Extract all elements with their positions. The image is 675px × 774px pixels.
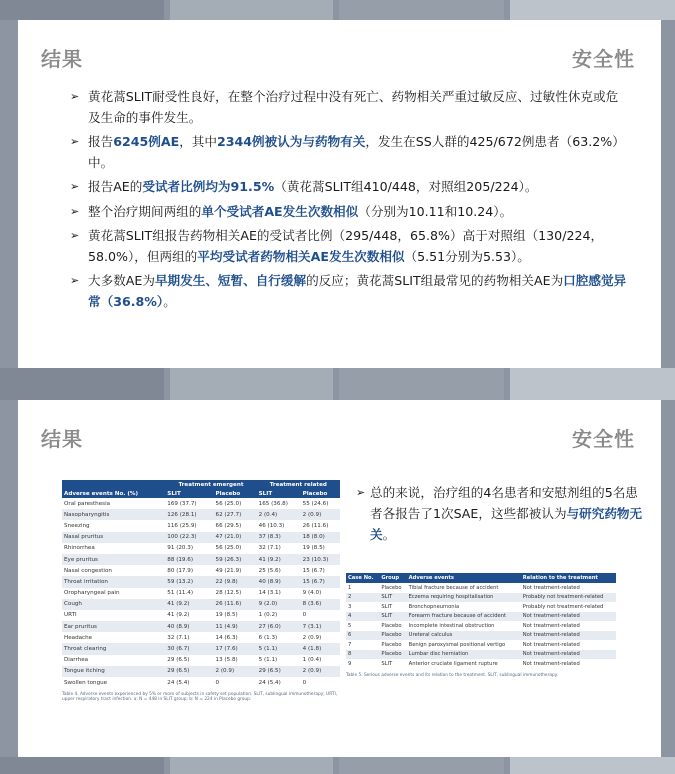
slide-subtitle: 安全性 bbox=[572, 427, 635, 451]
table-cell: Not treatment-related bbox=[522, 641, 580, 648]
table-cell: Not treatment-related bbox=[521, 631, 616, 641]
table-cell: SLIT bbox=[379, 593, 406, 603]
table-cell: Anterior cruciate ligament rupture bbox=[408, 660, 498, 667]
table-row bbox=[346, 631, 616, 641]
table-cell: 55 (24.6) bbox=[302, 500, 329, 507]
highlighted-text: 平均受试者药物相关AE发生次数相似 bbox=[197, 248, 405, 264]
table-cell: 2 (0.4) bbox=[257, 509, 301, 520]
table-cell: 29 (6.5) bbox=[257, 666, 301, 677]
table-cell: SLIT bbox=[379, 612, 406, 622]
table-cell: 1 (0.2) bbox=[258, 612, 278, 619]
table-cell: Eczema requiring hospitalisation bbox=[407, 593, 521, 603]
table-cell: 5 (1.1) bbox=[257, 643, 301, 654]
table-row bbox=[62, 565, 340, 576]
background-strip bbox=[339, 757, 504, 774]
table-cell: 13 (5.8) bbox=[215, 657, 238, 664]
group-header-row bbox=[62, 480, 340, 489]
bullet-item bbox=[70, 177, 630, 198]
table-cell: Forearm fracture because of accident bbox=[407, 612, 521, 622]
table-cell: Nasal pruritus bbox=[62, 532, 165, 543]
table-cell: 1 (0.4) bbox=[302, 657, 322, 664]
table-cell: 7 (3.1) bbox=[301, 621, 340, 632]
bullet-text: 总的来说，治疗组的4名患者和安慰剂组的5名患者各报告了1次SAE，这些都被认为 bbox=[370, 485, 638, 521]
header-cell bbox=[62, 480, 165, 489]
background-strip bbox=[339, 0, 504, 20]
table-cell: Tibial fracture because of accident bbox=[408, 584, 499, 591]
table-cell: Nasal congestion bbox=[64, 567, 112, 574]
table-cell: 126 (28.1) bbox=[165, 509, 213, 520]
table-cell: 27 (6.0) bbox=[257, 621, 301, 632]
table-cell: 26 (11.6) bbox=[302, 522, 329, 529]
bullet-text: ，其中 bbox=[179, 134, 217, 149]
slide-title: 结果 bbox=[41, 427, 83, 451]
table-cell: Sneezing bbox=[64, 522, 90, 529]
header-row bbox=[346, 573, 616, 583]
group-header-cell: Treatment emergent bbox=[165, 480, 256, 489]
table-cell: 59 (13.2) bbox=[165, 576, 213, 587]
table-cell: 165 (36.8) bbox=[258, 500, 288, 507]
table-cell: 49 (21.9) bbox=[215, 567, 242, 574]
background-strip bbox=[170, 368, 333, 400]
table-cell: 2 (0.9) bbox=[302, 634, 322, 641]
table-cell: Placebo bbox=[379, 631, 406, 641]
bullet-text: ，发生在SS人群的425/672例患者（63.2%）中。 bbox=[88, 134, 625, 170]
table-cell: 9 bbox=[348, 660, 352, 667]
summary-bullet bbox=[356, 482, 646, 545]
table-cell: 4 (1.8) bbox=[301, 643, 340, 654]
header-cell: Relation to the treatment bbox=[521, 573, 616, 583]
bullet-text: 。 bbox=[382, 527, 396, 542]
arrow-bullet-icon: ➢ bbox=[70, 204, 80, 218]
bullet-list bbox=[70, 87, 630, 316]
highlighted-text: 与研究药物无关 bbox=[370, 506, 643, 542]
table-cell: 41 (9.2) bbox=[167, 612, 190, 619]
table-cell: Ureteral calculus bbox=[407, 631, 521, 641]
table-row bbox=[346, 602, 616, 612]
table-cell: 29 (6.5) bbox=[167, 657, 190, 664]
table-cell: 24 (5.4) bbox=[167, 679, 190, 686]
table-cell: Placebo bbox=[381, 641, 402, 648]
serious-adverse-events-grid bbox=[346, 573, 616, 669]
table-cell: 5 bbox=[348, 622, 352, 629]
table-cell: 2 (0.9) bbox=[301, 509, 340, 520]
table-cell: Not treatment-related bbox=[522, 622, 580, 629]
table-cell: Throat irritation bbox=[62, 576, 165, 587]
table-cell: 51 (11.4) bbox=[167, 590, 194, 597]
table-cell: 9 (2.0) bbox=[257, 599, 301, 610]
table-cell: Not treatment-related bbox=[522, 584, 580, 591]
table-cell: Probably not treatment-related bbox=[521, 593, 616, 603]
bullet-text: （分别为10.11和10.24）。 bbox=[358, 203, 513, 219]
table-cell: 6 (1.3) bbox=[258, 634, 278, 641]
table-row bbox=[346, 612, 616, 622]
table-row bbox=[62, 677, 340, 688]
table-cell: 24 (5.4) bbox=[258, 679, 281, 686]
header-cell: Case No. bbox=[346, 573, 379, 583]
table-cell: 47 (21.0) bbox=[214, 532, 257, 543]
table-cell: 40 (8.9) bbox=[165, 621, 213, 632]
table-cell: 7 bbox=[348, 641, 352, 648]
table-cell: Headache bbox=[64, 634, 93, 641]
table-cell: Oropharyngeal pain bbox=[64, 590, 120, 597]
table-row bbox=[346, 583, 616, 593]
bullet-text: 的反应；黄花蒿SLIT组最常见的药物相关AE为 bbox=[306, 273, 564, 288]
background-strip bbox=[0, 0, 164, 20]
slide-subtitle: 安全性 bbox=[572, 47, 635, 71]
table-cell: URTI bbox=[64, 612, 77, 619]
arrow-bullet-icon: ➢ bbox=[70, 180, 80, 193]
table-cell: 22 (9.8) bbox=[214, 576, 257, 587]
table-cell: 23 (10.3) bbox=[301, 554, 340, 565]
header-cell: SLIT bbox=[165, 489, 213, 498]
header-cell: SLIT bbox=[257, 489, 301, 498]
table-row bbox=[62, 498, 340, 509]
table-cell: 17 (7.6) bbox=[214, 643, 257, 654]
slide-safety-results-1 bbox=[18, 20, 661, 368]
group-header-cell: Treatment related bbox=[257, 480, 340, 489]
table-cell: 88 (19.6) bbox=[165, 554, 213, 565]
table-cell: 30 (6.7) bbox=[165, 643, 213, 654]
table-caption: Table 5. Serious adverse events and its relation to the treatment. SLIT, sublingual immunotherapy. bbox=[346, 672, 558, 678]
table-row bbox=[62, 554, 340, 565]
adverse-events-grid bbox=[62, 480, 340, 688]
bullet-text: 黄花蒿SLIT组报告药物相关AE的受试者比例（295/448，65.8%）高于对照组（130/224，58.0%），但两组的 bbox=[88, 228, 604, 264]
table-cell: 37 (8.3) bbox=[257, 532, 301, 543]
table-cell: 8 bbox=[346, 650, 379, 660]
table-row bbox=[346, 593, 616, 603]
table-cell: Eye pruritus bbox=[62, 554, 165, 565]
table-cell: 32 (7.1) bbox=[258, 545, 281, 552]
table-cell: 66 (29.5) bbox=[215, 522, 242, 529]
arrow-bullet-icon: ➢ bbox=[70, 274, 80, 287]
table-cell: Placebo bbox=[381, 584, 402, 591]
background-strip bbox=[510, 757, 675, 774]
background-strip bbox=[170, 0, 333, 20]
table-cell: 19 (8.5) bbox=[215, 612, 238, 619]
table-row bbox=[62, 520, 340, 531]
bullet-item bbox=[70, 132, 630, 173]
table-cell: 1 bbox=[348, 584, 352, 591]
table-cell: Probably not treatment-related bbox=[522, 603, 604, 610]
table-cell: 32 (7.1) bbox=[167, 634, 190, 641]
table-cell: Diarrhea bbox=[64, 657, 89, 664]
table-cell: Lumbar disc herniation bbox=[407, 650, 521, 660]
arrow-bullet-icon: ➢ bbox=[70, 135, 80, 148]
background-strip bbox=[510, 368, 675, 400]
header-cell: Placebo bbox=[301, 489, 340, 498]
table-cell: 2 (0.9) bbox=[214, 666, 257, 677]
background-strip bbox=[0, 368, 164, 400]
table-cell: 19 (8.5) bbox=[302, 545, 325, 552]
highlighted-text: 单个受试者AE发生次数相似 bbox=[201, 203, 359, 219]
header-cell: Adverse events No. (%) bbox=[62, 489, 165, 498]
table-cell: 11 (4.9) bbox=[214, 621, 257, 632]
background-strip bbox=[510, 0, 675, 20]
table-cell: 91 (20.3) bbox=[167, 545, 194, 552]
table-row bbox=[62, 655, 340, 666]
bullet-text: （5.51分别为5.53）。 bbox=[404, 248, 530, 264]
bullet-item bbox=[70, 271, 630, 312]
table-cell: 0 bbox=[215, 679, 220, 686]
table-cell: Incomplete intestinal obstruction bbox=[408, 622, 495, 629]
table-cell: 169 (37.7) bbox=[167, 500, 197, 507]
table-cell: 8 (3.6) bbox=[301, 599, 340, 610]
table-cell: Cough bbox=[62, 599, 165, 610]
bullet-text: 报告 bbox=[88, 134, 114, 149]
table-cell: 0 bbox=[302, 679, 307, 686]
table-cell: Placebo bbox=[381, 622, 402, 629]
table-cell: 15 (6.7) bbox=[301, 576, 340, 587]
table-cell: 56 (25.0) bbox=[215, 545, 242, 552]
header-cell: Placebo bbox=[214, 489, 257, 498]
highlighted-text: 口腔感觉异常（36.8%） bbox=[88, 273, 627, 309]
table-row bbox=[62, 543, 340, 554]
table-cell: 2 bbox=[346, 593, 379, 603]
table-cell: Rhinorrhea bbox=[64, 545, 95, 552]
table-cell: 4 bbox=[346, 612, 379, 622]
table-cell: Tongue itching bbox=[62, 666, 165, 677]
bullet-text: 黄花蒿SLIT耐受性良好，在整个治疗过程中没有死亡、药物相关严重过敏反应、过敏性休克或危及生命的事件发生。 bbox=[88, 89, 619, 125]
bullet-text: 整个治疗期间两组的 bbox=[88, 203, 202, 219]
table-cell: 2 (0.9) bbox=[301, 666, 340, 677]
table-cell: Placebo bbox=[379, 650, 406, 660]
table-row bbox=[346, 640, 616, 650]
table-cell: 15 (6.7) bbox=[302, 567, 325, 574]
highlighted-text: 6245例AE bbox=[113, 134, 180, 149]
table-row bbox=[62, 666, 340, 677]
table-row bbox=[62, 610, 340, 621]
table-cell: 18 (8.0) bbox=[301, 532, 340, 543]
table-row bbox=[62, 576, 340, 587]
table-cell: 26 (11.6) bbox=[214, 599, 257, 610]
bullet-item bbox=[70, 202, 630, 223]
serious-adverse-events-table bbox=[346, 573, 616, 678]
table-cell: 41 (9.2) bbox=[165, 599, 213, 610]
table-cell: 59 (26.3) bbox=[214, 554, 257, 565]
table-cell: Benign paroxysmal positional vertigo bbox=[408, 641, 506, 648]
table-row bbox=[346, 621, 616, 631]
arrow-bullet-icon: ➢ bbox=[70, 90, 80, 103]
table-cell: 41 (9.2) bbox=[257, 554, 301, 565]
slide-title: 结果 bbox=[41, 47, 83, 71]
table-cell: 56 (25.0) bbox=[215, 500, 242, 507]
bullet-text: 大多数AE为 bbox=[88, 273, 155, 288]
bullet-text: （黄花蒿SLIT组410/448，对照组205/224）。 bbox=[274, 179, 538, 194]
table-cell: Oral paresthesia bbox=[64, 500, 111, 507]
table-cell: 46 (10.3) bbox=[258, 522, 285, 529]
table-caption: Table 4. Adverse events experienced by 5% or more of subjects in safety set population. SLIT, sublingual immunotherapy; URTI, upper respiratory tract infection. a: N = 448 in SLIT group; b: N = 224 in Placebo group. bbox=[62, 692, 338, 703]
table-cell: Not treatment-related bbox=[522, 660, 580, 667]
background-strip bbox=[170, 757, 333, 774]
table-cell: Bronchopneumonia bbox=[408, 603, 460, 610]
highlighted-text: 2344例被认为与药物有关 bbox=[216, 134, 366, 149]
table-cell: 28 (12.5) bbox=[215, 590, 242, 597]
header-cell: Adverse events bbox=[407, 573, 521, 583]
table-cell: 62 (27.7) bbox=[214, 509, 257, 520]
bullet-item bbox=[70, 87, 630, 128]
table-row bbox=[62, 509, 340, 520]
table-row bbox=[346, 659, 616, 669]
table-row bbox=[62, 599, 340, 610]
table-cell: 80 (17.9) bbox=[167, 567, 194, 574]
background-strip bbox=[0, 757, 164, 774]
table-cell: 40 (8.9) bbox=[257, 576, 301, 587]
background-strip bbox=[339, 368, 504, 400]
bullet-item bbox=[70, 226, 630, 267]
table-cell: 0 bbox=[302, 612, 307, 619]
table-cell: 5 (1.1) bbox=[258, 657, 278, 664]
table-cell: 116 (25.9) bbox=[167, 522, 197, 529]
bullet-text: 。 bbox=[163, 293, 176, 309]
table-cell: 9 (4.0) bbox=[302, 590, 322, 597]
table-row bbox=[346, 650, 616, 660]
table-cell: 14 (6.3) bbox=[215, 634, 238, 641]
table-row bbox=[62, 588, 340, 599]
table-cell: SLIT bbox=[381, 603, 393, 610]
table-cell: 25 (5.6) bbox=[258, 567, 281, 574]
table-row bbox=[62, 532, 340, 543]
arrow-bullet-icon: ➢ bbox=[70, 229, 80, 242]
adverse-events-table bbox=[62, 480, 340, 703]
header-row bbox=[62, 489, 340, 498]
highlighted-text: 受试者比例均为91.5% bbox=[142, 179, 275, 194]
table-cell: Ear pruritus bbox=[62, 621, 165, 632]
table-cell: SLIT bbox=[381, 660, 393, 667]
table-cell: Not treatment-related bbox=[521, 650, 616, 660]
table-cell: Swollen tongue bbox=[64, 679, 108, 686]
table-cell: Nasopharyngitis bbox=[62, 509, 165, 520]
table-cell: Throat clearing bbox=[62, 643, 165, 654]
bullet-text: 报告AE的 bbox=[88, 179, 143, 194]
table-cell: 3 bbox=[348, 603, 352, 610]
table-cell: 100 (22.3) bbox=[165, 532, 213, 543]
slide-safety-results-2 bbox=[18, 400, 661, 757]
table-row bbox=[62, 621, 340, 632]
table-row bbox=[62, 632, 340, 643]
highlighted-text: 早期发生、短暂、自行缓解 bbox=[154, 273, 307, 288]
table-cell: 6 bbox=[346, 631, 379, 641]
table-cell: 14 (3.1) bbox=[258, 590, 281, 597]
arrow-bullet-icon: ➢ bbox=[356, 486, 366, 499]
table-row bbox=[62, 643, 340, 654]
table-cell: 29 (6.5) bbox=[165, 666, 213, 677]
header-cell: Group bbox=[379, 573, 406, 583]
table-cell: Not treatment-related bbox=[521, 612, 616, 622]
